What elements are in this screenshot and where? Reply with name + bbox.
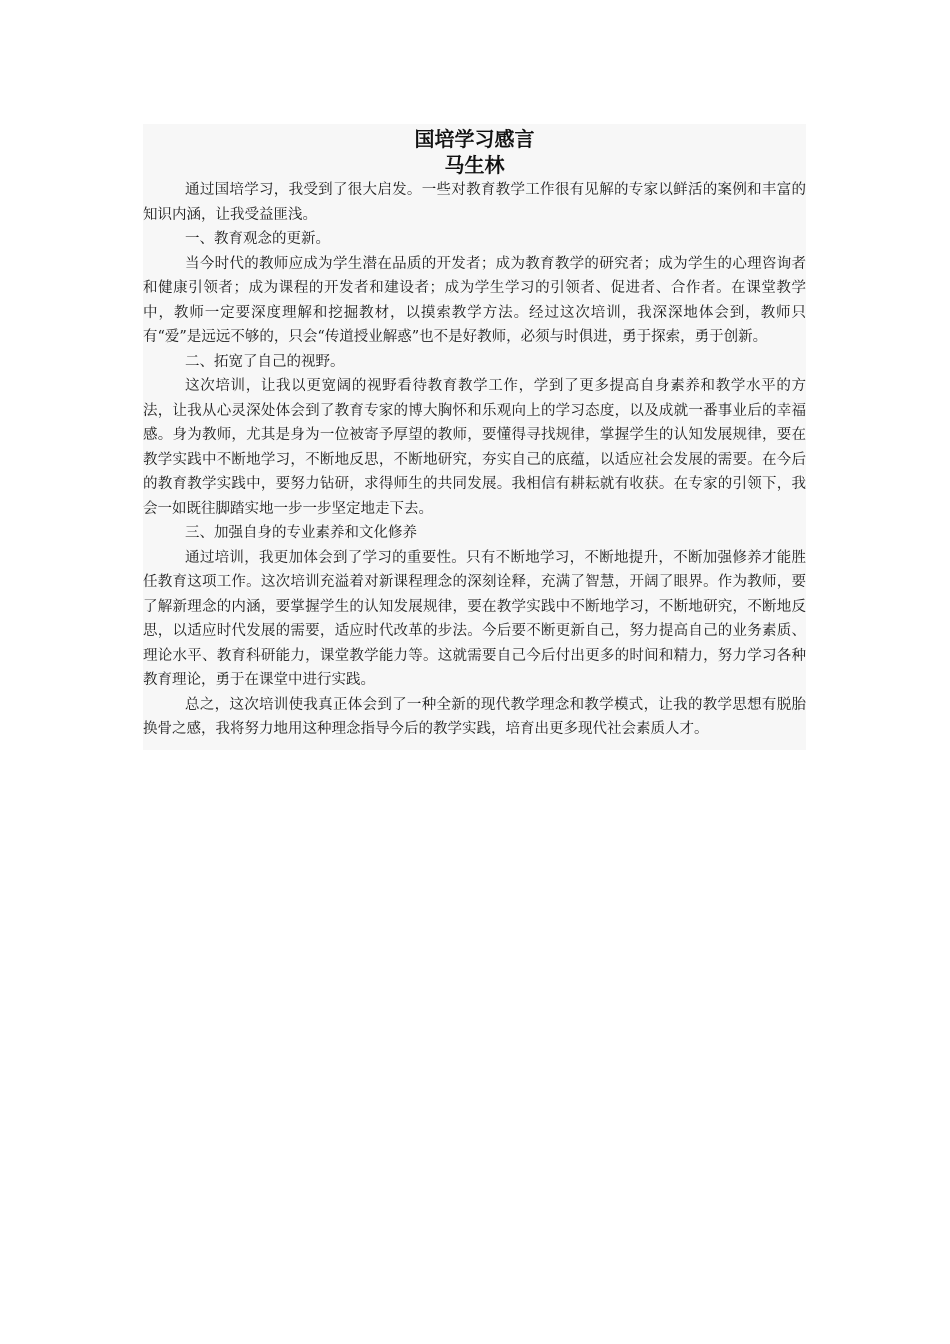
paragraph-section-3: 通过培训，我更加体会到了学习的重要性。只有不断地学习，不断地提升，不断加强修养才能胜任教育这项工作。这次培训充溢着对新课程理念的深刻诠释，充满了智慧，开阔了眼界。作为教师，要了解新理念的内涵，要掌握学生的认知发展规律，要在教学实践中不断地学习，不断地研究，不断地反思，以适应时代发展的需要，适应时代改革的步法。今后要不断更新自己，努力提高自己的业务素质、理论水平、教育科研能力，课堂教学能力等。这就需要自己今后付出更多的时间和精力，努力学习各种教育理论，勇于在课堂中进行实践。 <box>143 549 806 688</box>
paragraph-conclusion: 总之，这次培训使我真正体会到了一种全新的现代教学理念和教学模式，让我的教学思想有脱胎换骨之感，我将努力地用这种理念指导今后的教学实践，培育出更多现代社会素质人才。 <box>143 696 806 737</box>
paragraph-intro: 通过国培学习，我受到了很大启发。一些对教育教学工作很有见解的专家以鲜活的案例和丰富的知识内涵，让我受益匪浅。 <box>143 182 806 223</box>
section-heading-3: 三、加强自身的专业素养和文化修养 <box>185 525 418 541</box>
section-heading-2: 二、拓宽了自己的视野。 <box>185 353 345 370</box>
paragraph-section-2: 这次培训，让我以更宽阔的视野看待教育教学工作，学到了更多提高自身素养和教学水平的方法，让我从心灵深处体会到了教育专家的博大胸怀和乐观向上的学习态度，以及成就一番事业后的幸福感。身为教师，尤其是身为一位被寄予厚望的教师，要懂得寻找规律，掌握学生的认知发展规律，要在教学实践中不断地学习，不断地反思，不断地研究，夯实自己的底蕴，以适应社会发展的需要。在今后的教育教学实践中，要努力钻研，求得师生的共同发展。我相信有耕耘就有收获。在专家的引领下，我会一如既往脚踏实地一步一步坚定地走下去。 <box>143 378 806 517</box>
document-title: 国培学习感言 <box>414 127 535 151</box>
paragraph-section-1: 当今时代的教师应成为学生潜在品质的开发者；成为教育教学的研究者；成为学生的心理咨询者和健康引领者；成为课程的开发者和建设者；成为学生学习的引领者、促进者、合作者。在课堂教学中，教师一定要深度理解和挖掘教材，以摸索教学方法。经过这次培训，我深深地体会到，教师只有“爱”是远远不够的，只会“传道授业解惑”也不是好教师，必须与时俱进，勇于探索，勇于创新。 <box>143 255 806 345</box>
document-author: 马生林 <box>444 153 505 177</box>
document-body <box>143 124 806 750</box>
section-heading-1: 一、教育观念的更新。 <box>185 231 331 247</box>
